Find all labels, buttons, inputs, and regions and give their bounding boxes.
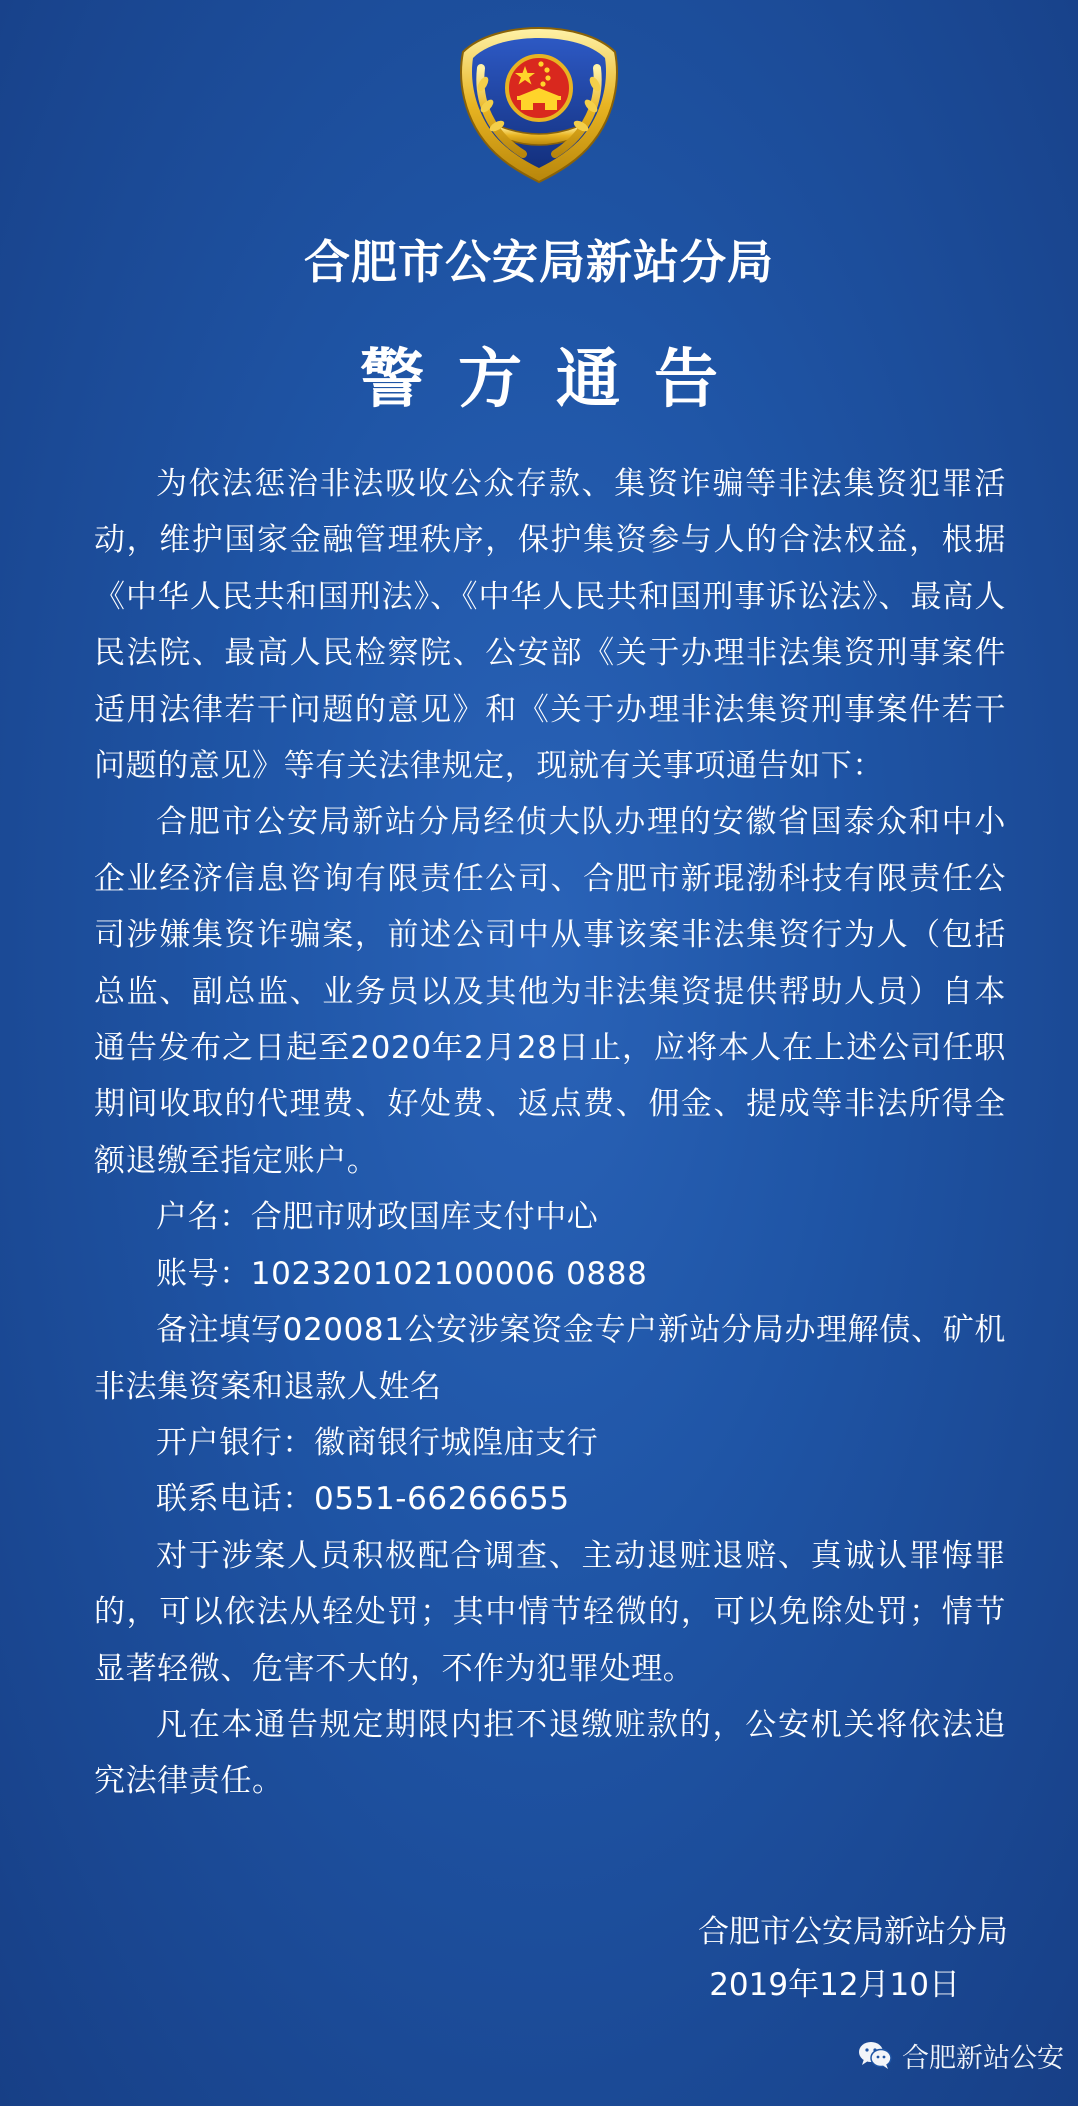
signature-org: 合肥市公安局新站分局: [698, 1914, 1008, 1950]
police-emblem-icon: [439, 22, 639, 202]
remark-line: 备注填写020081公安涉案资金专户新站分局办理解债、矿机非法集资案和退款人姓名: [94, 1312, 1006, 1405]
wechat-watermark: [858, 2033, 1064, 2077]
paragraph-legal-basis: 为依法惩治非法吸收公众存款、集资诈骗等非法集资犯罪活动，维护国家金融管理秩序，保护集资参与人的合法权益，根据《中华人民共和国刑法》、《中华人民共和国刑事诉讼法》、最高人民法院、最高人民检察院、公安部《关于办理非法集资刑事案件适用法律若干问题的意见》和《关于办理非法集资刑事案件若干问题的意见》等有关法律规定，现就有关事项通告如下：: [94, 466, 1006, 785]
bank-line: 开户银行：徽商银行城隍庙支行: [156, 1424, 599, 1461]
signature-date: 2019年12月10日: [709, 1967, 960, 2003]
watermark-text: 合肥新站公安: [902, 2042, 1064, 2074]
emblem-container: [0, 22, 1078, 212]
account-number-line: 账号：102320102100006 0888: [156, 1255, 648, 1292]
phone-line: 联系电话：0551-66266655: [156, 1481, 570, 1518]
notice-body: [94, 456, 1006, 1810]
paragraph-leniency: 对于涉案人员积极配合调查、主动退赃退赔、真诚认罪悔罪的，可以依法从轻处罚；其中情节轻微的，可以免除处罚；情节显著轻微、危害不大的，不作为犯罪处理。: [94, 1537, 1006, 1687]
notice-title: 警方通告: [360, 342, 752, 417]
wechat-icon: [858, 2040, 892, 2070]
paragraph-liability: 凡在本通告规定期限内拒不退缴赃款的，公安机关将依法追究法律责任。: [94, 1706, 1006, 1800]
paragraph-case-details: 合肥市公安局新站分局经侦大队办理的安徽省国泰众和中小企业经济信息咨询有限责任公司、合肥市新琨渤科技有限责任公司涉嫌集资诈骗案，前述公司中从事该案非法集资行为人（包括总监、副总监、业务员以及其他为非法集资提供帮助人员）自本通告发布之日起至2020年2月28日止，应将本人在上述公司任职期间收取的代理费、好处费、返点费、佣金、提成等非法所得全额退缴至指定账户。: [94, 804, 1006, 1179]
agency-title: 合肥市公安局新站分局: [304, 235, 774, 289]
account-holder-line: 户名：合肥市财政国库支付中心: [156, 1199, 599, 1236]
